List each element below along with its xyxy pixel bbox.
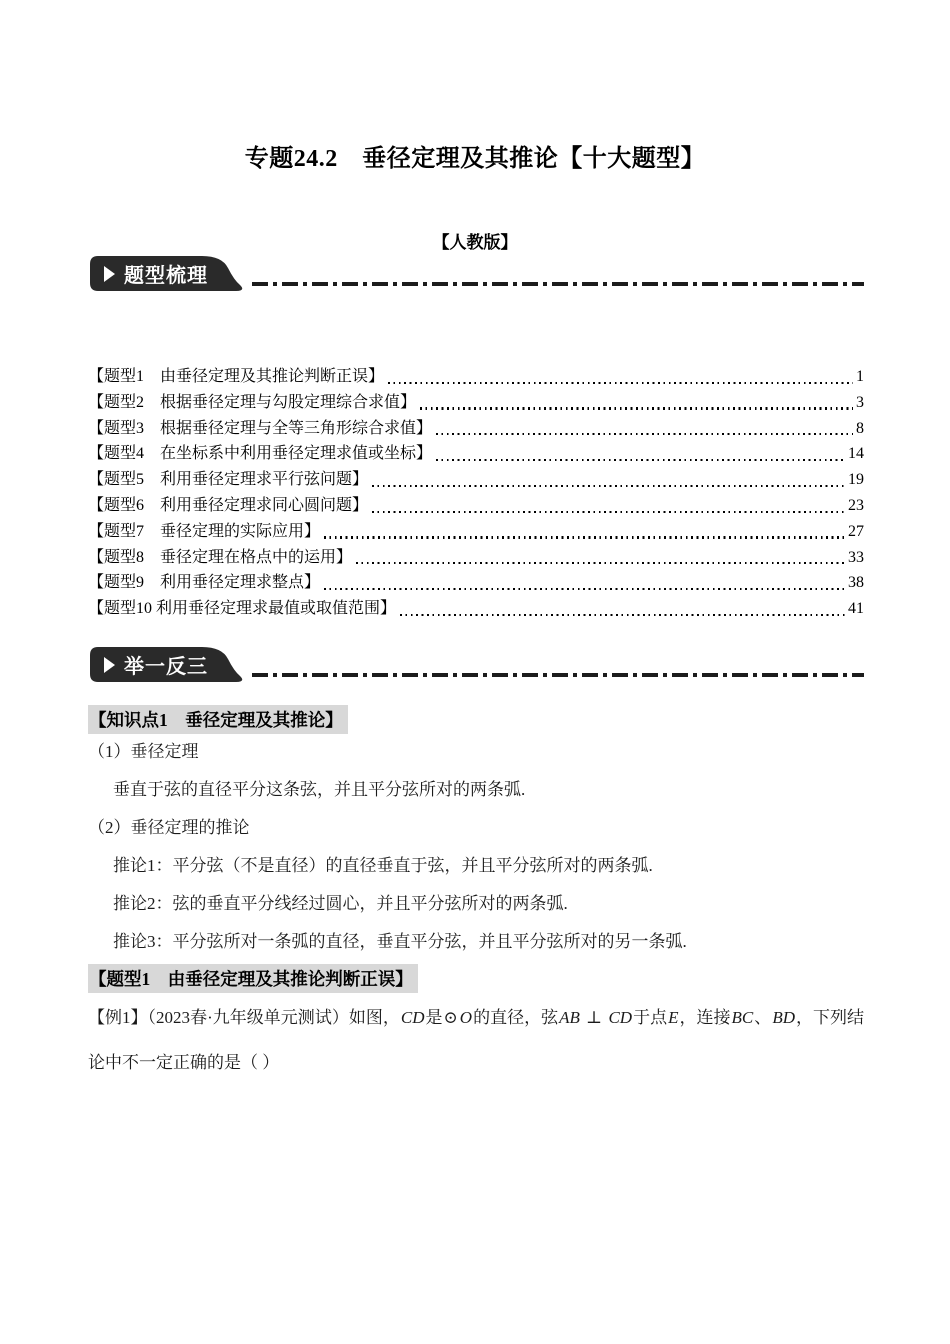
banner-outline-label: 题型梳理 xyxy=(124,265,208,287)
example-math-run: E xyxy=(668,1008,679,1027)
toc-item[interactable] xyxy=(88,466,864,492)
example-math-run: AB xyxy=(559,1008,580,1027)
dot-leader xyxy=(372,511,845,513)
toc-item-label: 【题型3 根据垂径定理与全等三角形综合求值】 xyxy=(88,419,433,437)
dot-leader xyxy=(372,485,845,487)
toc-item[interactable] xyxy=(88,363,864,389)
example-paragraph xyxy=(88,995,864,1085)
dot-leader xyxy=(436,433,853,435)
toc-item[interactable] xyxy=(88,569,864,595)
banner-practice-label: 举一反三 xyxy=(124,656,208,678)
dot-leader xyxy=(436,459,845,461)
toc-item-label: 【题型4 在坐标系中利用垂径定理求值或坐标】 xyxy=(88,445,433,463)
example-math-run: CD xyxy=(608,1008,633,1027)
example-math-run: BC xyxy=(731,1008,754,1027)
toc-page-number: 8 xyxy=(856,419,864,437)
toc-page-number: 41 xyxy=(848,600,864,618)
knowledge-line: 推论1：平分弦（不是直径）的直径垂直于弦，并且平分弦所对的两条弧. xyxy=(113,856,653,875)
toc-page-number: 23 xyxy=(848,496,864,514)
play-triangle-icon xyxy=(104,657,115,673)
toc-item[interactable] xyxy=(88,595,864,621)
toc-item-label: 【题型8 垂径定理在格点中的运用】 xyxy=(88,548,353,566)
edition-label: 【人教版】 xyxy=(432,233,518,252)
knowledge-point-heading: 【知识点1 垂径定理及其推论】 xyxy=(88,705,348,734)
example-math-run: ⊙ xyxy=(443,1008,458,1027)
play-triangle-icon xyxy=(104,266,115,282)
table-of-contents xyxy=(88,363,864,621)
example-math-run: ⊥ xyxy=(581,1008,607,1027)
example-text-run: 【例1】（2023春·九年级单元测试）如图， xyxy=(88,1008,400,1027)
dot-leader xyxy=(400,614,845,616)
example-text-run: 的直径，弦 xyxy=(473,1008,559,1027)
dot-leader xyxy=(420,407,853,409)
knowledge-line: 推论2：弦的垂直平分线经过圆心，并且平分弦所对的两条弧. xyxy=(113,894,568,913)
example-text-run: 、 xyxy=(754,1008,772,1027)
toc-item-label: 【题型5 利用垂径定理求平行弦问题】 xyxy=(88,471,369,489)
section-banner-practice xyxy=(90,647,248,682)
toc-page-number: 38 xyxy=(848,574,864,592)
example-text-run: 是 xyxy=(425,1008,443,1027)
knowledge-line: （2）垂径定理的推论 xyxy=(88,818,250,837)
toc-item[interactable] xyxy=(88,544,864,570)
example-math-run: CD xyxy=(400,1008,425,1027)
toc-item[interactable] xyxy=(88,415,864,441)
dot-leader xyxy=(324,536,845,538)
example-math-run: O xyxy=(459,1008,473,1027)
dot-leader xyxy=(356,562,845,564)
example-text-run: ，下列结论中不一定正确的是（ ） xyxy=(88,1008,865,1072)
example-text-run: 于点 xyxy=(633,1008,668,1027)
example-math-run: BD xyxy=(772,1008,795,1027)
section-banner-outline xyxy=(90,256,248,291)
toc-item[interactable] xyxy=(88,518,864,544)
toc-page-number: 27 xyxy=(848,522,864,540)
toc-item[interactable] xyxy=(88,389,864,415)
toc-page-number: 14 xyxy=(848,445,864,463)
example-text-run: ，连接 xyxy=(679,1008,731,1027)
dot-leader xyxy=(388,382,853,384)
dash-dot-divider xyxy=(252,673,864,677)
toc-item-label: 【题型10 利用垂径定理求最值或取值范围】 xyxy=(88,600,397,618)
toc-item[interactable] xyxy=(88,440,864,466)
toc-page-number: 19 xyxy=(848,471,864,489)
toc-item-label: 【题型1 由垂径定理及其推论判断正误】 xyxy=(88,368,385,385)
dot-leader xyxy=(324,588,845,590)
toc-item-label: 【题型9 利用垂径定理求整点】 xyxy=(88,574,321,592)
toc-page-number: 33 xyxy=(848,548,864,566)
page-title: 专题24.2 垂径定理及其推论【十大题型】 xyxy=(244,146,706,172)
toc-item-label: 【题型2 根据垂径定理与勾股定理综合求值】 xyxy=(88,393,417,411)
knowledge-line: 推论3：平分弦所对一条弧的直径，垂直平分弦，并且平分弦所对的另一条弧. xyxy=(113,932,687,951)
toc-page-number: 1 xyxy=(856,368,864,385)
knowledge-line: 垂直于弦的直径平分这条弦，并且平分弦所对的两条弧. xyxy=(113,780,526,799)
toc-item-label: 【题型6 利用垂径定理求同心圆问题】 xyxy=(88,496,369,514)
knowledge-line: （1）垂径定理 xyxy=(88,742,199,761)
toc-page-number: 3 xyxy=(856,393,864,411)
dash-dot-divider xyxy=(252,282,864,286)
toc-item-label: 【题型7 垂径定理的实际应用】 xyxy=(88,522,321,540)
knowledge-point-body xyxy=(88,733,864,961)
problem-type-heading: 【题型1 由垂径定理及其推论判断正误】 xyxy=(88,964,418,993)
toc-item[interactable] xyxy=(88,492,864,518)
